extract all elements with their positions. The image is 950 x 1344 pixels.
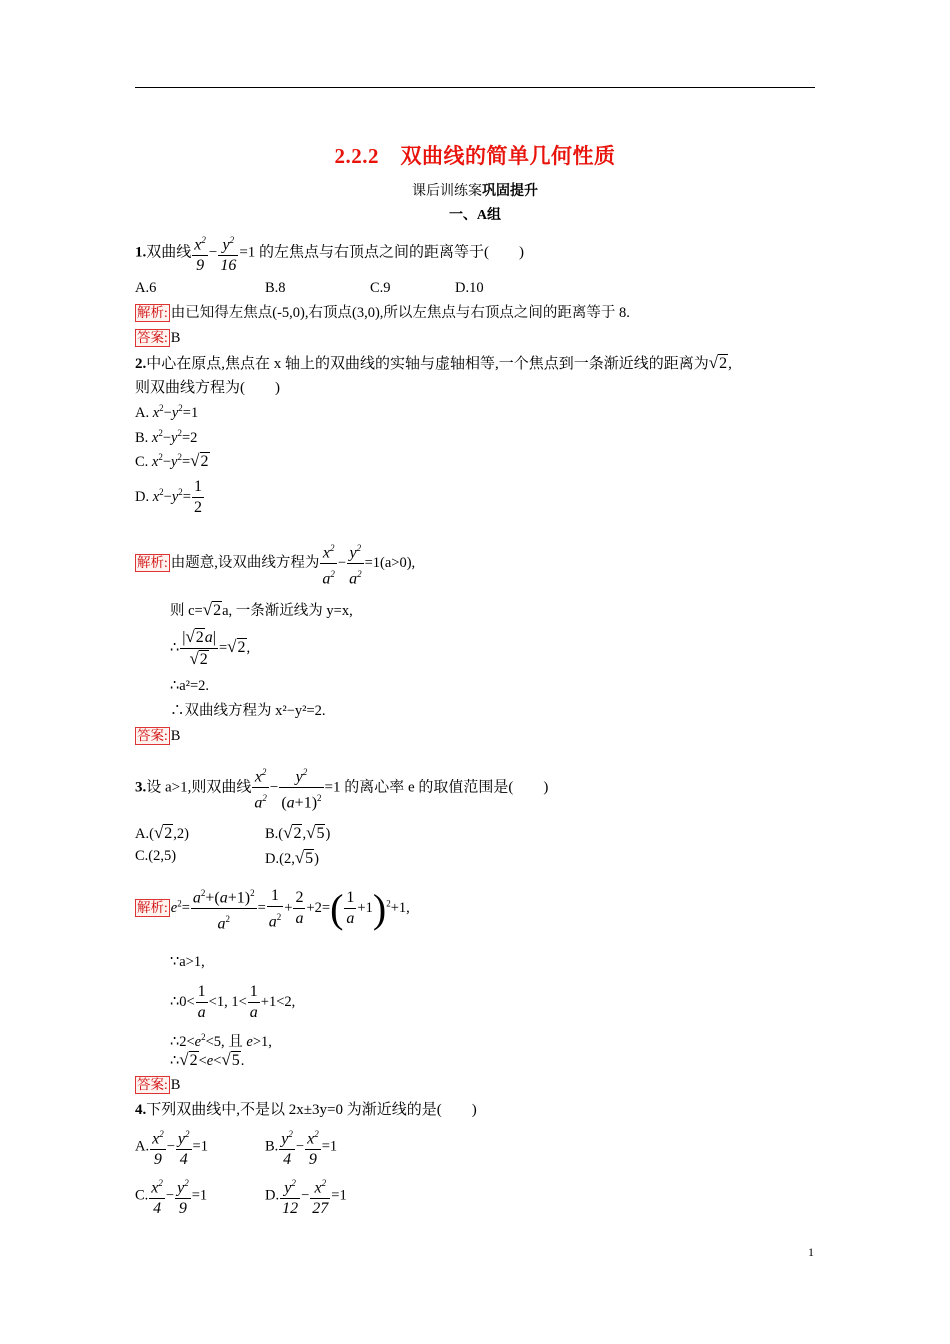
q3-analysis: 解析: $e^2=$ $\frac{a^2+(a+1)^2}{a^2}$ = $\frac{1}{a^2}$ + $\frac{2}{a}$ +2=( $\frac{1}{a}$ +1)$^2$+1, <box>135 883 410 935</box>
q4-option-b: B. $\frac{y^2}{4}$ − $\frac{x^2}{9}$ =1 <box>265 1124 337 1170</box>
q3-option-a: A.(√2,2) <box>135 823 190 842</box>
q4-option-a: A. $\frac{x^2}{9}$ − $\frac{y^2}{4}$ =1 <box>135 1124 208 1170</box>
q1-answer: 答案: B <box>137 330 181 346</box>
q3-option-b: B.(√2,√5) <box>265 823 331 842</box>
q2-answer: 答案: B <box>137 728 181 744</box>
q2-step-4: ∴双曲线方程为 x²−y²=2. <box>170 703 326 719</box>
q2-analysis: 解析: 由题意,设双曲线方程为 $\frac{x^2}{a^2}$ − $\frac{y^2}{a^2}$ =1(a>0), <box>135 538 415 590</box>
q3-answer: 答案: B <box>137 1077 181 1093</box>
q4-option-c: C. $\frac{x^2}{4}$ − $\frac{y^2}{9}$ =1 <box>135 1173 207 1219</box>
page-number: 1 <box>808 1245 814 1259</box>
q4-option-d: D. $\frac{y^2}{12}$ − $\frac{x^2}{27}$ =1 <box>265 1173 347 1219</box>
q3-step-2: ∴0< $\frac{1}{a}$ <1, 1< $\frac{1}{a}$ +1<2, <box>170 983 296 1021</box>
question-3: 3.设 a>1,则双曲线 $\frac{x^2}{a^2}$ − $\frac{y^2}{(a+1)^2}$ =1 的离心率 e 的取值范围是( ) <box>135 762 548 814</box>
q1-option-b: B.8 <box>265 280 286 296</box>
question-2-cont: 则双曲线方程为( ) <box>135 380 280 396</box>
q2-option-c: C. $x^2-y^2=√2$ <box>135 451 209 470</box>
q3-step-3: $\therefore 2<e^2<5$, 且 e>1, <box>170 1032 272 1050</box>
q2-option-a: A. $x^2-y^2=1$ <box>135 403 199 421</box>
page-title: 2.2.2 双曲线的简单几何性质 <box>334 144 616 168</box>
q1-option-a: A.6 <box>135 280 157 296</box>
question-1: 1.双曲线 $\frac{x^2}{9}$ − $\frac{y^2}{16}$ =1 的左焦点与右顶点之间的距离等于( ) <box>135 230 524 276</box>
q2-step-3: ∴a²=2. <box>170 678 210 694</box>
q2-step-2: ∴ $\frac{|√2a|}{√2}$ =√2, <box>170 627 251 668</box>
q3-option-c: C.(2,5) <box>135 848 177 864</box>
q1-option-d: D.10 <box>455 280 484 296</box>
q3-option-d: D.(2,√5) <box>265 848 320 867</box>
q2-option-b: B. $x^2-y^2=2$ <box>135 428 198 446</box>
question-4: 4.下列双曲线中,不是以 2x±3y=0 为渐近线的是( ) <box>135 1102 477 1118</box>
group-heading: 一、A组 <box>448 208 502 223</box>
q1-analysis: 解析: 由已知得左焦点(-5,0),右顶点(3,0),所以左焦点与右顶点之间的距离等于 8. <box>137 305 630 321</box>
question-2: 2.中心在原点,焦点在 x 轴上的双曲线的实轴与虚轴相等,一个焦点到一条渐近线的距离为√2, <box>135 353 732 372</box>
q3-step-4: ∴√2<e<√5. <box>170 1050 245 1069</box>
q2-option-d: D. $x^2-y^2=$ $\frac{1}{2}$ <box>135 478 202 516</box>
header-rule <box>135 87 815 88</box>
page-subtitle: 课后训练案巩固提升 <box>412 184 538 199</box>
q3-step-1: ∵a>1, <box>170 954 205 970</box>
q1-option-c: C.9 <box>370 280 391 296</box>
q2-step-1: 则 c=√2a, 一条渐近线为 y=x, <box>170 600 353 619</box>
